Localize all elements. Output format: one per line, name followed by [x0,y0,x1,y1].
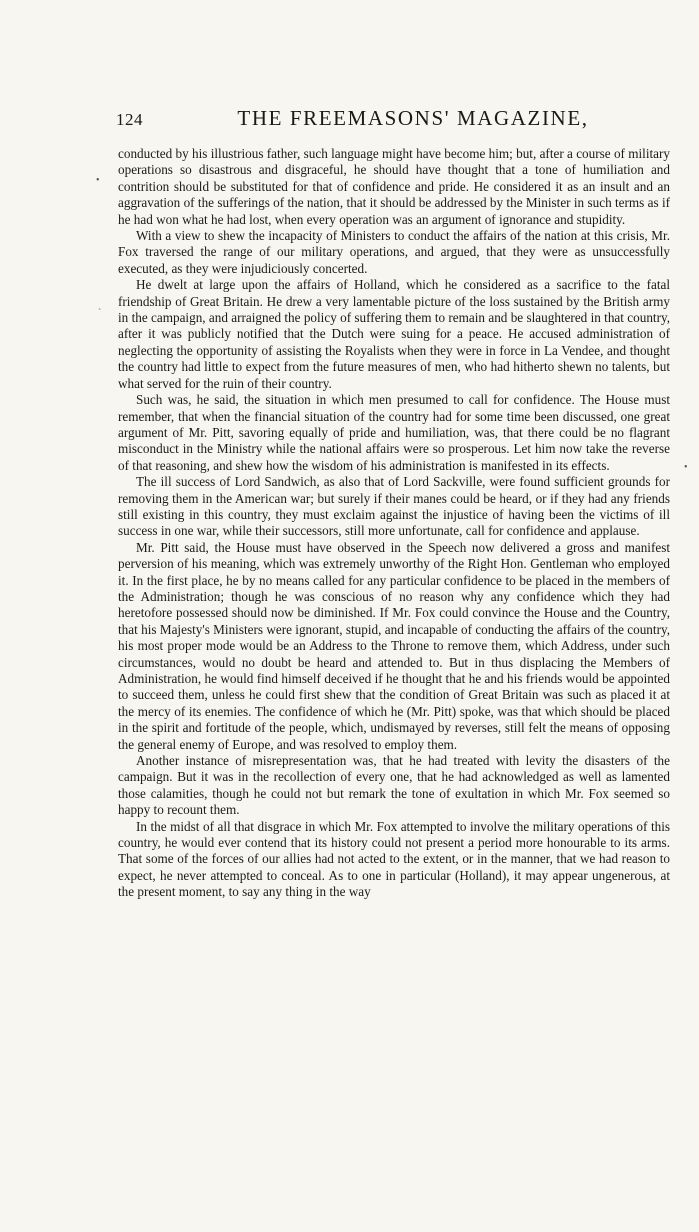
paragraph-6: Mr. Pitt said, the House must have observed in the Speech now delivered a gross and manifest perversion of his meaning, which was extremely unworthy of the Right Hon. Gentleman who employed it. In the first place, he by no means called for any particular confidence to be placed in the members of the Administration; though he was conscious of no reason why any confidence which they had heretofore possessed should now be diminished. If Mr. Fox could convince the House and the Country, that his Majesty's Ministers were ignorant, stupid, and incapable of conducting the affairs of the country, his most proper mode would be an Address to the Throne to remove them, which Address, under such circumstances, would no doubt be heard and attended to. But in thus displacing the Members of Administration, he would find himself deceived if he thought that he and his friends would be appointed to succeed them, unless he could first shew that the condition of Great Britain was such as placed it at the mercy of its enemies. The confidence of which he (Mr. Pitt) spoke, was that which should be placed in the spirit and fortitude of the people, which, undismayed by reverses, still felt the means of opposing the general enemy of Europe, and was resolved to employ them. [118,539,670,752]
margin-dot-mark: • [684,462,688,473]
paragraph-3: He dwelt at large upon the affairs of Holland, which he considered as a sacrifice to the fatal friendship of Great Britain. He drew a very lamentable picture of the loss sustained by the British army in the campaign, and arraigned the policy of suffering them to remain and be slaughtered in that country, after it was publicly notified that the Dutch were suing for a peace. He accused administration of neglecting the opportunity of assisting the Royalists when they were in force in La Vendee, and thought the country had little to expect from the future measures of men, who had hitherto shewn no talents, but what served for the ruin of their country. [118,277,670,391]
paragraph-7: Another instance of misrepresentation was, that he had treated with levity the disasters of the campaign. But it was in the recollection of every one, that he had acknowledged as well as lamented those calamities, though he could not but remark the tone of exultation in which Mr. Fox seemed so happy to recount them. [118,753,670,818]
article-body [118,146,670,901]
page-header [112,106,674,132]
margin-dot-mark: • [96,175,100,186]
paragraph-5: The ill success of Lord Sandwich, as also that of Lord Sackville, were found sufficient grounds for removing them in the American war; but surely if their manes could be heard, or if they had any friends still existing in this country, they must exclaim against the injustice of having been the victims of ill success in one war, while their successors, still more unfortunate, call for confidence and applause. [118,474,670,539]
paragraph-8: In the midst of all that disgrace in which Mr. Fox attempted to involve the military operations of this country, he would ever contend that its history could not present a period more honourable to its arms. That some of the forces of our allies had not acted to the extent, or in the manner, that we had reason to expect, he never attempted to conceal. As to one in particular (Holland), it may appear ungenerous, at the present moment, to say any thing in the way [118,818,670,900]
paragraph-1: conducted by his illustrious father, such language might have become him; but, after a course of military operations so disastrous and disgraceful, he should have thought that a tone of humiliation and contrition should be substituted for that of confidence and pride. He considered it as an insult and an aggravation of the sufferings of the nation, that it should be addressed by the Minister in such terms as if he had won what he had lost, when every operation was an argument of ignorance and stupidity. [118,146,670,227]
paragraph-2: With a view to shew the incapacity of Ministers to conduct the affairs of the nation at this crisis, Mr. Fox traversed the range of our military operations, and argued, that they were as unsuccessfully executed, as they were injudiciously concerted. [118,228,670,276]
paragraph-4: Such was, he said, the situation in which men presumed to call for confidence. The House must remember, that when the financial situation of the country had for some time been discussed, one great argument of Mr. Pitt, savoring equally of pride and humiliation, was, that there could be no flagrant misconduct in the Ministry while the national affairs were so prosperous. Let him now take the reverse of that reasoning, and shew how the wisdom of his administration is manifested in its effects. [118,392,670,473]
page-number: 124 [116,110,143,129]
margin-dot-mark: ` [98,308,102,319]
running-title: THE FREEMASONS' MAGAZINE, [237,106,589,130]
